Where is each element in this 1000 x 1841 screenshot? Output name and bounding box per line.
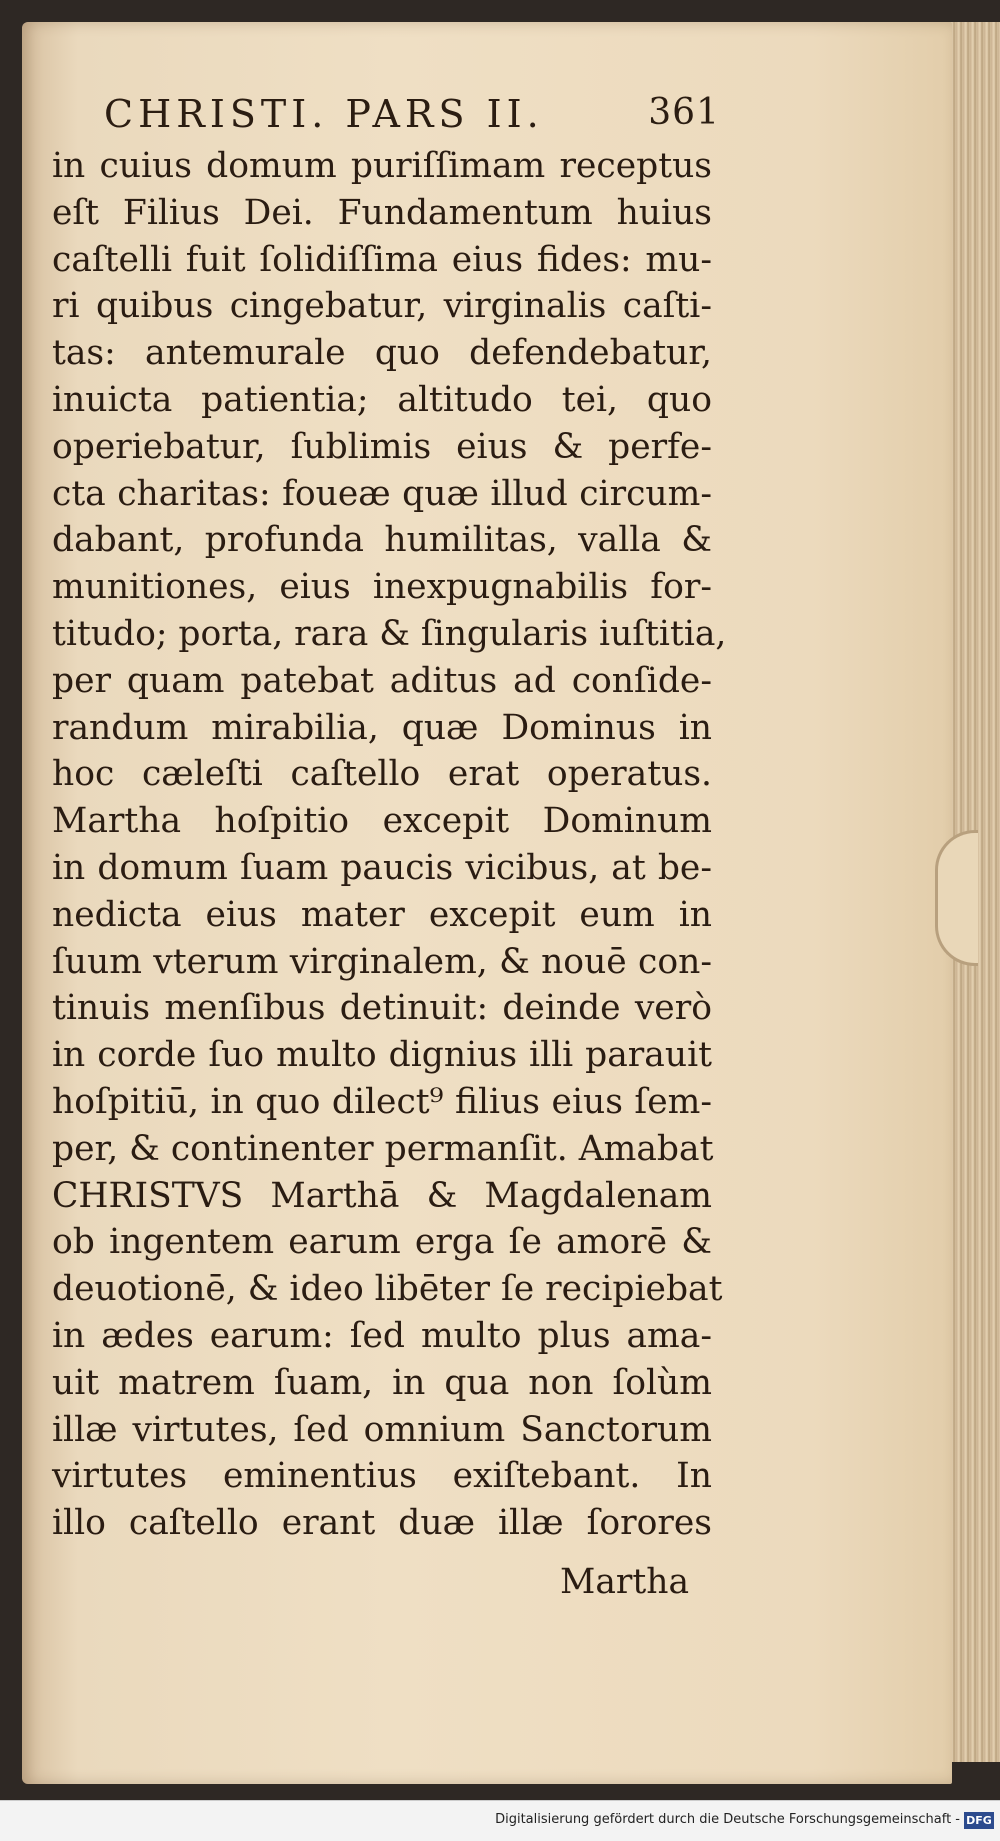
text-line: in corde ſuo multo dignius illi parauit	[52, 1035, 712, 1076]
funding-credit: Digitalisierung gefördert durch die Deutsche Forschungsgemeinschaft -	[495, 1812, 960, 1827]
body-text	[52, 143, 727, 1547]
text-line: cta charitas: foueæ quæ illud circum-	[52, 473, 712, 514]
text-line: operiebatur, ſublimis eius & perfe-	[52, 426, 712, 467]
page-number: 361	[648, 92, 720, 133]
text-line: CHRISTVS Marthā & Magdalenam	[52, 1175, 712, 1216]
text-line: eſt Filius Dei. Fundamentum huius	[52, 192, 712, 233]
text-line: in ædes earum: ſed multo plus ama-	[52, 1315, 712, 1356]
text-line: virtutes eminentius exiſtebant. In	[52, 1456, 712, 1497]
text-line: randum mirabilia, quæ Dominus in	[52, 707, 712, 748]
text-line: Martha hoſpitio excepit Dominum	[52, 801, 712, 842]
text-line: caſtelli fuit ſolidiſſima eius fides: mu-	[52, 239, 712, 280]
text-line: hoſpitiū, in quo dilect⁹ filius eius ſem-	[52, 1081, 712, 1122]
text-line: ri quibus cingebatur, virginalis caſti-	[52, 286, 712, 327]
text-line: in domum ſuam paucis vicibus, at be-	[52, 847, 712, 888]
running-title: CHRISTI. PARS II.	[104, 92, 544, 136]
text-line: in cuius domum puriſſimam receptus	[52, 146, 712, 186]
text-line: ſuum vterum virginalem, & nouē con-	[52, 941, 712, 982]
page-clasp	[935, 830, 978, 966]
text-line: illæ virtutes, ſed omnium Sanctorum	[52, 1409, 712, 1450]
text-line: per quam patebat aditus ad conſide-	[52, 660, 712, 701]
dfg-logo: DFG	[964, 1812, 994, 1829]
catchword: Martha	[560, 1562, 690, 1602]
text-line: per, & continenter permanſit. Amabat	[52, 1128, 714, 1169]
text-line: hoc cæleſti caſtello erat operatus.	[52, 754, 712, 795]
footer-bar	[0, 1800, 1000, 1841]
text-line: titudo; porta, rara & ſingularis iuſtitia,	[52, 613, 727, 654]
text-line: tinuis menſibus detinuit: deinde verò	[52, 988, 712, 1029]
text-line: tas: antemurale quo defendebatur,	[52, 333, 712, 374]
text-line: illo caſtello erant duæ illæ ſorores	[52, 1503, 712, 1544]
text-line: deuotionē, & ideo libēter ſe recipiebat	[52, 1269, 723, 1310]
text-line: uit matrem ſuam, in qua non ſolùm	[52, 1362, 712, 1403]
text-line: ob ingentem earum erga ſe amorē &	[52, 1222, 712, 1263]
text-line: nedicta eius mater excepit eum in	[52, 894, 712, 935]
text-line: munitiones, eius inexpugnabilis for-	[52, 567, 712, 608]
text-line: dabant, profunda humilitas, valla &	[52, 520, 712, 561]
running-header	[90, 92, 720, 142]
text-line: inuicta patientia; altitudo tei, quo	[52, 379, 712, 420]
